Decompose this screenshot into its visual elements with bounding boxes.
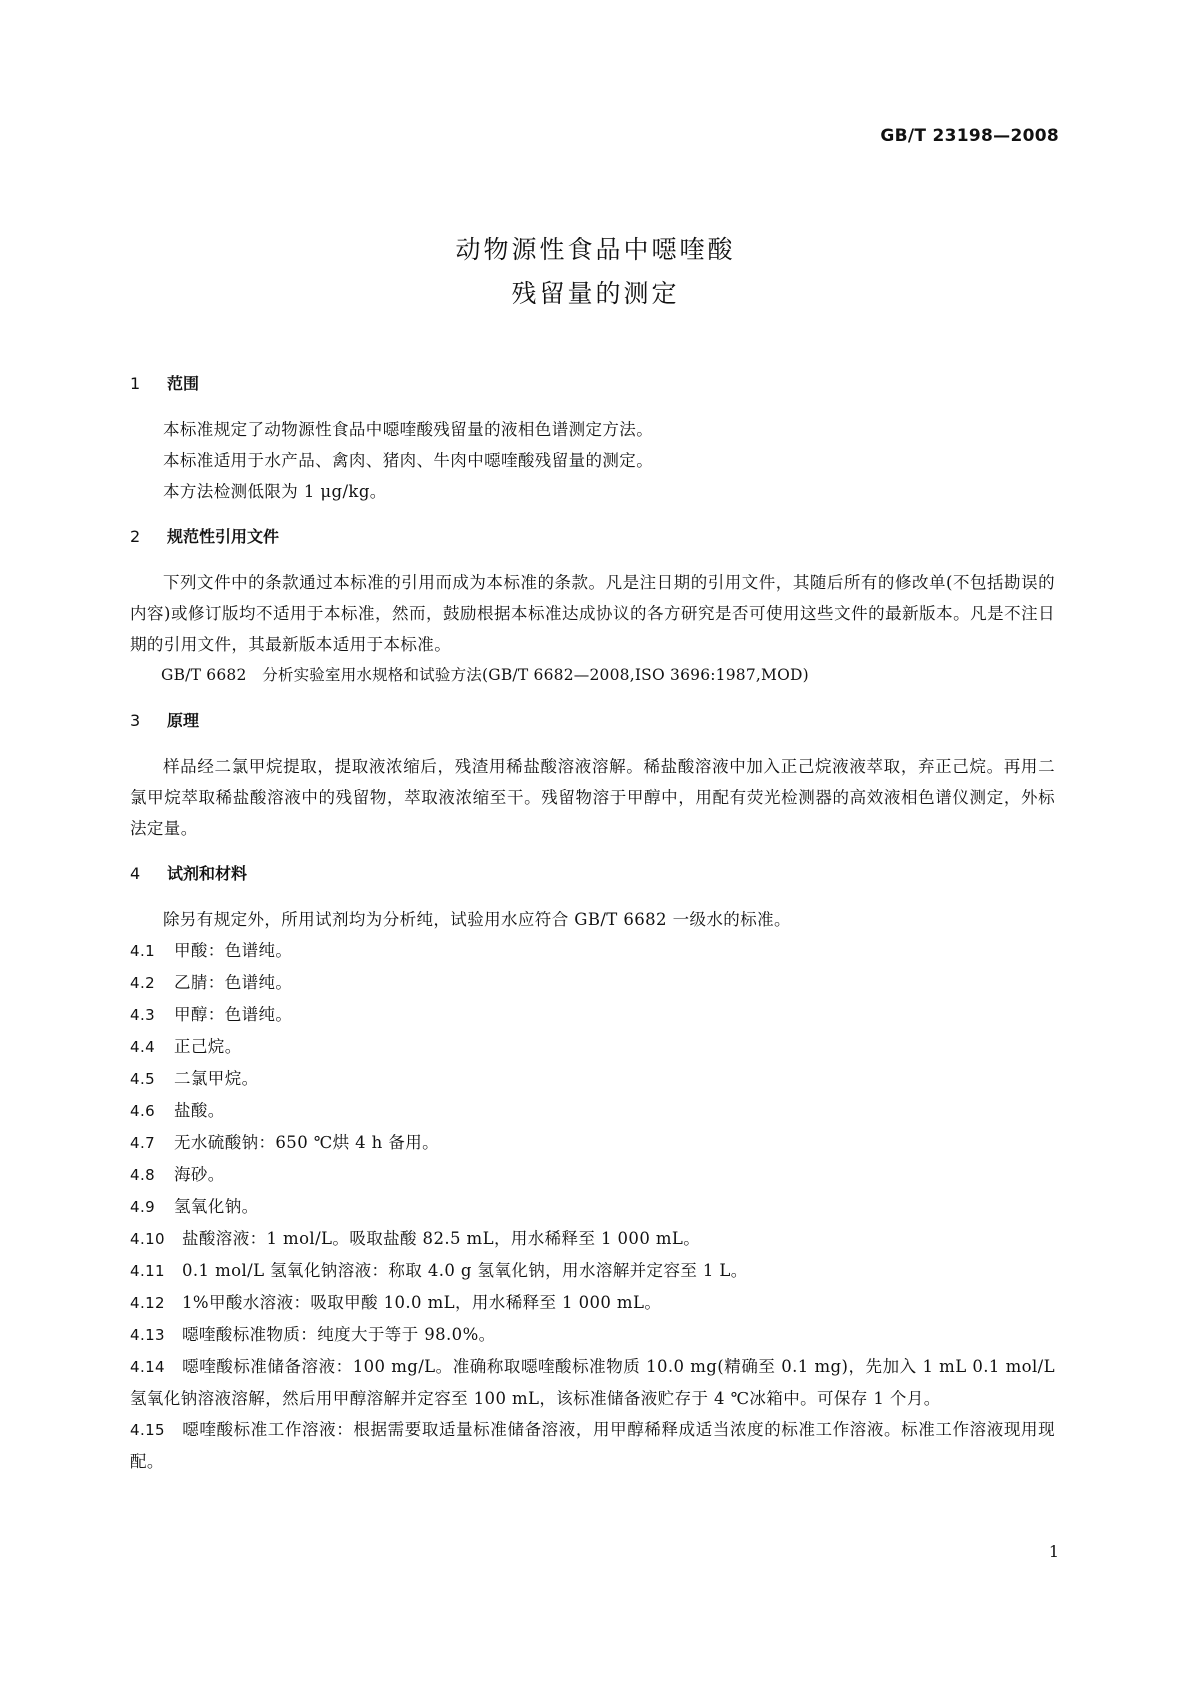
section-title: 范围 (167, 374, 200, 393)
list-item (130, 999, 1055, 1031)
section-number: 1 (130, 374, 141, 393)
list-item (130, 1255, 1055, 1287)
item-number: 4.4 (130, 1038, 156, 1056)
item-text: 无水硫酸钠：650 ℃烘 4 h 备用。 (174, 1133, 440, 1152)
item-number: 4.8 (130, 1166, 156, 1184)
list-item (130, 1351, 1055, 1414)
page-number: 1 (1048, 1542, 1059, 1561)
item-text: 甲醇：色谱纯。 (174, 1005, 293, 1024)
item-number: 4.5 (130, 1070, 156, 1088)
item-text: 正己烷。 (174, 1037, 242, 1056)
section-number: 4 (130, 864, 141, 883)
item-number: 4.15 (130, 1421, 165, 1439)
list-item (130, 1414, 1055, 1477)
section-scope (130, 414, 1055, 507)
section-normative-references (130, 567, 1055, 691)
item-text: 噁喹酸标准工作溶液：根据需要取适量标准储备溶液，用甲醇稀释成适当浓度的标准工作溶液。标准工作溶液现用现配。 (130, 1420, 1055, 1471)
list-item (130, 1319, 1055, 1351)
item-text: 盐酸溶液：1 mol/L。吸取盐酸 82.5 mL，用水稀释至 1 000 mL。 (182, 1229, 701, 1248)
document-title (0, 228, 1191, 316)
item-text: 氢氧化钠。 (174, 1197, 259, 1216)
list-item (130, 1127, 1055, 1159)
item-number: 4.1 (130, 942, 156, 960)
item-text: 甲酸：色谱纯。 (174, 941, 293, 960)
paragraph: 本标准适用于水产品、禽肉、猪肉、牛肉中噁喹酸残留量的测定。 (163, 451, 654, 470)
list-item (130, 1159, 1055, 1191)
section-number: 2 (130, 527, 141, 546)
item-number: 4.12 (130, 1294, 165, 1312)
paragraph: 样品经二氯甲烷提取，提取液浓缩后，残渣用稀盐酸溶液溶解。稀盐酸溶液中加入正己烷液液萃取，弃正己烷。再用二氯甲烷萃取稀盐酸溶液中的残留物，萃取液浓缩至干。残留物溶于甲醇中，用配有荧光检测器的高效液相色谱仪测定，外标法定量。 (130, 757, 1055, 838)
item-number: 4.6 (130, 1102, 156, 1120)
item-text: 噁喹酸标准储备溶液：100 mg/L。准确称取噁喹酸标准物质 10.0 mg(精确至 0.1 mg)，先加入 1 mL 0.1 mol/L 氢氧化钠溶液溶解，然后用甲醇溶解并定容至 100 mL，该标准储备液贮存于 4 ℃冰箱中。可保存 1 个月。 (130, 1357, 1055, 1408)
section-number: 3 (130, 711, 141, 730)
section-heading-reagents (130, 862, 1055, 886)
item-text: 盐酸。 (174, 1101, 225, 1120)
list-item (130, 1095, 1055, 1127)
item-number: 4.2 (130, 974, 156, 992)
title-line-2: 残留量的测定 (511, 279, 680, 308)
item-text: 海砂。 (174, 1165, 225, 1184)
item-number: 4.14 (130, 1358, 165, 1376)
paragraph: 下列文件中的条款通过本标准的引用而成为本标准的条款。凡是注日期的引用文件，其随后所有的修改单(不包括勘误的内容)或修订版均不适用于本标准，然而，鼓励根据本标准达成协议的各方研究是否可使用这些文件的最新版本。凡是不注日期的引用文件，其最新版本适用于本标准。 (130, 573, 1055, 654)
list-item (130, 1031, 1055, 1063)
list-item (130, 935, 1055, 967)
section-title: 原理 (167, 711, 200, 730)
item-number: 4.11 (130, 1262, 165, 1280)
document-body (130, 372, 1055, 1477)
item-text: 二氯甲烷。 (174, 1069, 259, 1088)
paragraph: 本方法检测低限为 1 μg/kg。 (163, 482, 387, 501)
section-principle (130, 751, 1055, 844)
item-text: 噁喹酸标准物质：纯度大于等于 98.0%。 (182, 1325, 496, 1344)
reference-entry: GB/T 6682 分析实验室用水规格和试验方法(GB/T 6682—2008,ISO 3696:1987,MOD) (161, 666, 809, 684)
standard-code: GB/T 23198—2008 (880, 126, 1059, 146)
section-title: 规范性引用文件 (167, 527, 280, 546)
section-title: 试剂和材料 (167, 864, 248, 883)
section-heading-principle (130, 709, 1055, 733)
item-number: 4.3 (130, 1006, 156, 1024)
list-item (130, 1191, 1055, 1223)
paragraph: 本标准规定了动物源性食品中噁喹酸残留量的液相色谱测定方法。 (163, 420, 654, 439)
item-number: 4.13 (130, 1326, 165, 1344)
list-item (130, 1287, 1055, 1319)
list-item (130, 1223, 1055, 1255)
section-heading-normative-references (130, 525, 1055, 549)
section-reagents (130, 904, 1055, 1477)
item-text: 乙腈：色谱纯。 (174, 973, 293, 992)
item-number: 4.7 (130, 1134, 156, 1152)
list-item (130, 967, 1055, 999)
title-line-1: 动物源性食品中噁喹酸 (455, 235, 736, 264)
section-heading-scope (130, 372, 1055, 396)
item-text: 0.1 mol/L 氢氧化钠溶液：称取 4.0 g 氢氧化钠，用水溶解并定容至 1 L。 (182, 1261, 748, 1280)
paragraph: 除另有规定外，所用试剂均为分析纯，试验用水应符合 GB/T 6682 一级水的标准。 (163, 910, 791, 929)
item-number: 4.9 (130, 1198, 156, 1216)
item-text: 1%甲酸水溶液：吸取甲酸 10.0 mL，用水稀释至 1 000 mL。 (182, 1293, 662, 1312)
item-number: 4.10 (130, 1230, 165, 1248)
list-item (130, 1063, 1055, 1095)
